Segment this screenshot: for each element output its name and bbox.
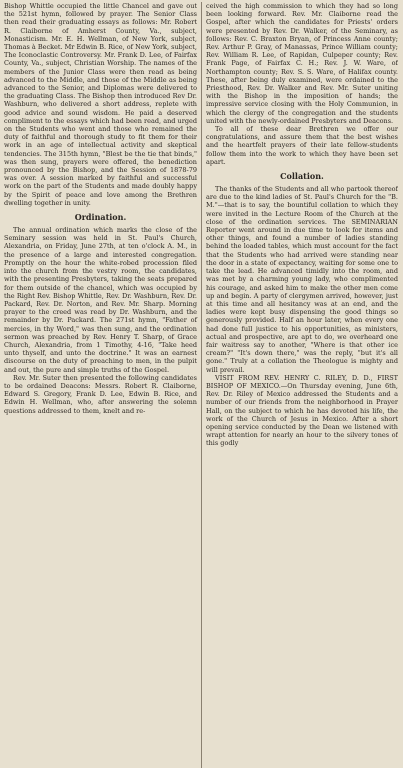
ordination-paragraph-4: To all of these dear Brethren we offer our congratulations, and assure them that the best wishes and the heartfelt prayers of their late fellow-students follow them into the work to which they have been set apart. <box>206 125 398 166</box>
right-column <box>201 2 398 768</box>
left-column <box>4 2 201 768</box>
ordination-paragraph-3: ceived the high commission to which they had so long been looking forward. Rev. Mr. Claiborne read the Gospel, after which the candidates for Priests' orders were presented by Rev. Dr. Walker, of the Seminary, as follows: Rev. C. Braxton Bryan, of Princess Anne county; Rev. Arthur P. Gray, of Manassas, Prince William county; Rev. William R. Lee, of Rapidan, Culpeper county; Rev. Frank Page, of Fairfax C. H.; Rev. J. W. Ware, of Northampton county; Rev. S. S. Ware, of Halifax county. These, after being duly examined, were ordained to the Priesthood, Rev. Dr. Walker and Rev. Mr. Suter uniting with the Bishop in the imposition of hands; the impressive service closing with the Holy Communion, in which the clergy of the congregation and the students united with the newly-ordained Presbyters and Deacons. <box>206 2 398 125</box>
ordination-heading: Ordination. <box>74 212 127 223</box>
bishop-visit-paragraph: VISIT FROM REV. HENRY C. RILEY, D. D., FIRST BISHOP OF MEXICO.—On Thursday evening, June 6th, Rev. Dr. Riley of Mexico addressed the Students and a number of our friends from the neighborhood in Prayer Hall, on the subject to which he has devoted his life, the work of the Church of Jesus in Mexico. After a short opening service conducted by the Dean we listened with wrapt attention for nearly an hour to the silvery tones of this godly <box>206 373 398 448</box>
ordination-paragraph-2: Rev. Mr. Suter then presented the following candidates to be ordained Deacons: Messrs. Robert R. Claiborne, Edward S. Gregory, Frank D. Lee, Edwin B. Rice, and Edwin H. Wellman, who, after answering the solemn questions addressed to them, knelt and re- <box>4 373 197 415</box>
collation-paragraph: The thanks of the Students and all who partook thereof are due to the kind ladies of St. Paul's Church for the "B. M."—that is to say, the bountiful collation to which they were invited in the Lecture Room of the Church at the close of the ordination services. The SEMINARIAN Reporter went around in due time to look for items and other things, and found a number of ladies standing behind the loaded tables, which must account for the fact that the Students who had arrived were standing near the door in a state of expectancy, waiting for some one to take the lead. He advanced timidly into the room, and was met by a charming young lady, who complimented his courage, and asked him to make the other men come up and begin. A party of clergymen arrived, however, just at this time and all hesitancy was at an end, and the ladies were kept busy dispensing the good things so generously provided. Half an hour later, when every one had done full justice to his opportunities, as ministers, actual and prospective, are apt to do, we overheard one fair waitress say to another, "Where is that other ice cream?" "It's down there," was the reply, "but it's all gone." Truly at a collation the Theologue is mighty and will prevail. <box>206 185 398 374</box>
ordination-paragraph-1: The annual ordination which marks the close of the Seminary session was held in St. Paul's Church, Alexandria, on Friday, June 27th, at ten o'clock A. M., in the presence of a large and interested congregation. Promptly on the hour the white-robed procession filed into the church from the vestry room, the candidates, with the presenting Presbyters, taking the seats prepared for them outside of the chancel, which was occupied by the Right Rev. Bishop Whittle, Rev. Dr. Washburn, Rev. Dr. Packard, Rev. Dr. Norton, and Rev. Mr. Sharp. Morning prayer to the creed was read by Dr. Washburn, and the remainder by Dr. Packard. The 271st hymn, "Father of mercies, in thy Word," was then sung, and the ordination sermon was preached by Rev. Henry T. Sharp, of Grace Church, Alexandria, from 1 Timothy, 4-16, "Take heed unto thyself, and unto the doctrine." It was an earnest discourse on the duty of preaching to men, in the pulpit and out, the pure and simple truths of the Gospel. <box>4 226 197 374</box>
collation-heading: Collation. <box>280 171 324 182</box>
graduation-paragraph: Bishop Whittle occupied the little Chancel and gave out the 521st hymn, followed by prayer. The Senior Class then read their graduating essays as follows: Mr. Robert R. Claiborne of Amherst County, Va., subject, Monasticism. Mr. E. H. Wellman, of New York, subject, Thomas à Becket. Mr Edwin B. Rice, of New York, subject, The Iconoclastic Controversy. Mr. Frank D. Lee, of Fairfax County, Va., subject, Christian Worship. The names of the members of the Junior Class were then read as being advanced to the Middle, and those of the Middle as being advanced to the Senior, and Diplomas were delivered to the graduating Class. The Bishop then introduced Rev Dr. Washburn, who delivered a short address, replete with good advice and sound wisdom. He paid a deserved compliment to the essays which had been read, and urged on the Students who went and those who remained the duty of faithful and thorough study to fit them for their work in an age of intellectual activity and skeptical tendencies. The 315th hymn, "Blest be the tie that binds," was then sung, prayers were offered, the benediction pronounced by the Bishop, and the Session of 1878-79 was over. A session marked by faithful and successful work on the part of the Students and made doubly happy by the Spirit of peace and love among the Brethren dwelling together in unity. <box>4 2 197 207</box>
